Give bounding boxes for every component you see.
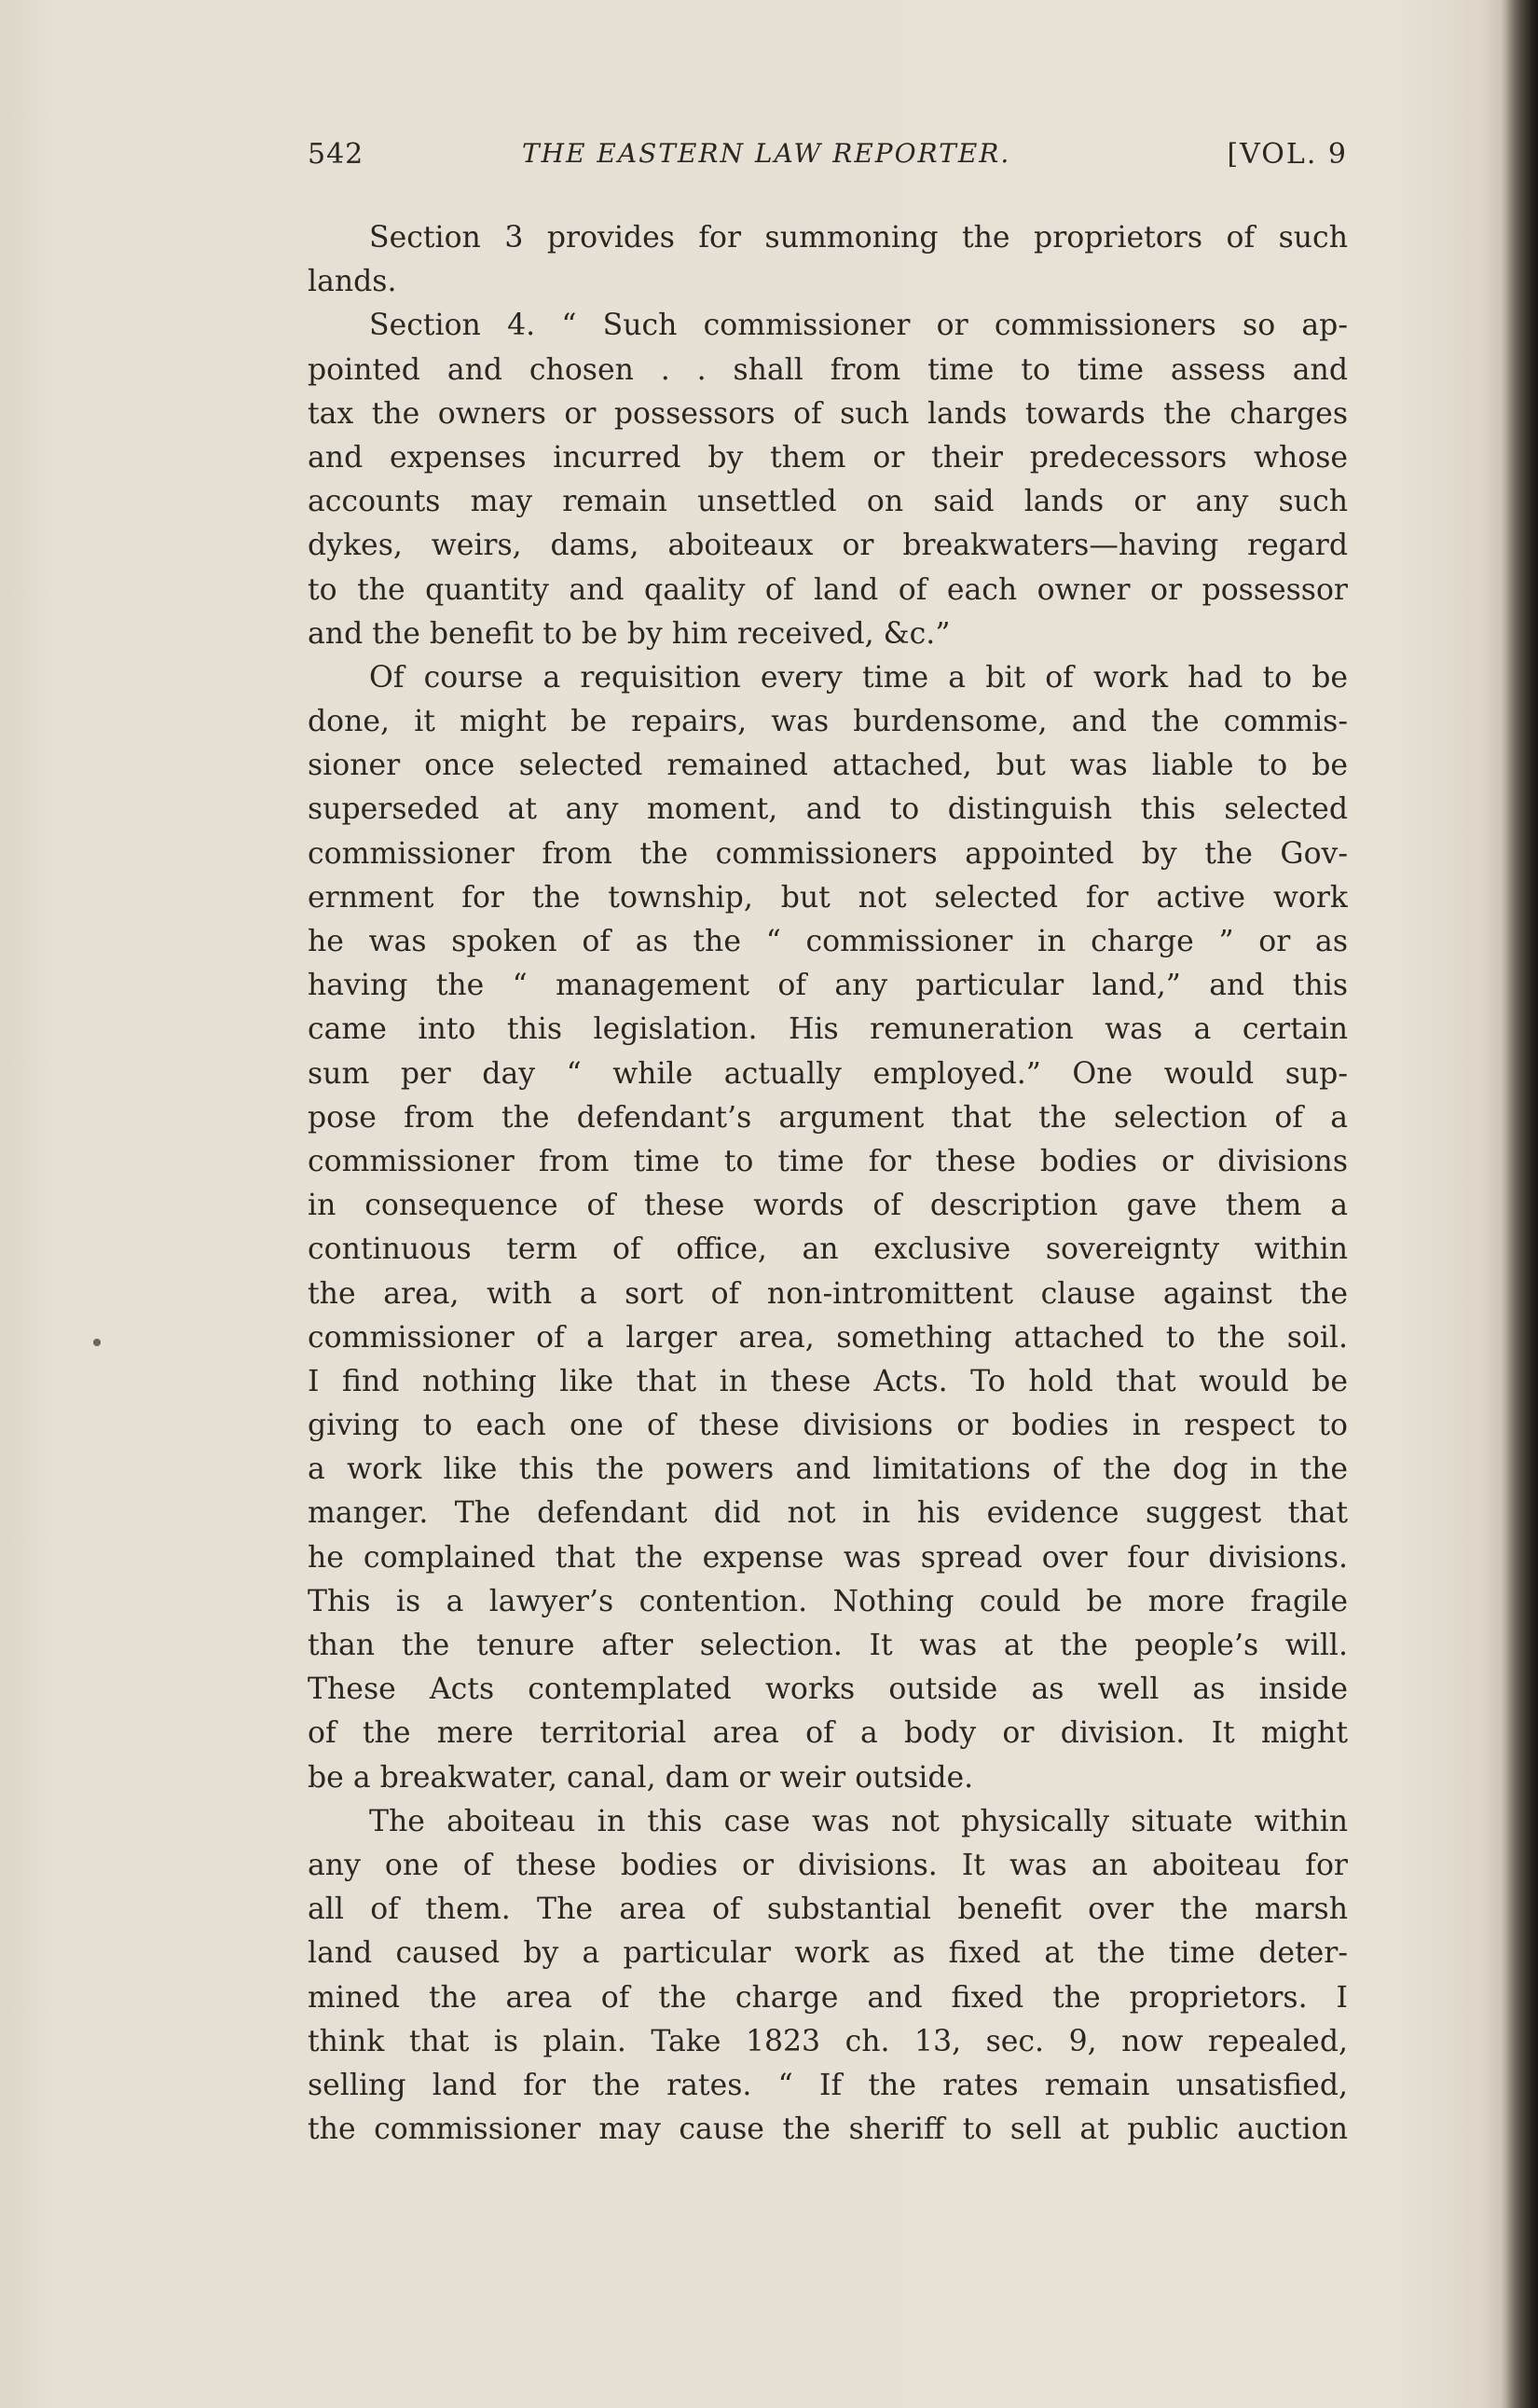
text-line: and expenses incurred by them or their predecessors whose [308,440,1348,475]
volume-label: [VOL. 9 [1227,138,1348,171]
text-line: giving to each one of these divisions or bodies in respect to [308,1409,1348,1443]
text-line: continuous term of office, an exclusive sovereignty within [308,1232,1348,1267]
text-line: ernment for the township, but not selected for active work [308,880,1348,915]
text-line: accounts may remain unsettled on said lands or any such [308,485,1348,519]
text-line: he was spoken of as the “ commissioner in charge ” or as [308,925,1348,958]
text-line: pose from the defendant’s argument that the selection of a [308,1100,1348,1135]
text-line: to the quantity and qaality of land of each owner or possessor [308,572,1348,607]
text-line: all of them. The area of substantial benefit over the marsh [308,1892,1348,1927]
page-number: 542 [308,138,364,171]
text-line: in consequence of these words of description gave them a [308,1189,1348,1223]
text-line: done, it might be repairs, was burdensome, and the commis- [308,705,1348,739]
text-line: having the “ management of any particular land,” and this [308,969,1348,1003]
text-line: land caused by a particular work as fixed at the time deter- [308,1936,1348,1971]
text-line: I find nothing like that in these Acts. To hold that would be [308,1364,1348,1398]
text-line: dykes, weirs, dams, aboiteaux or breakwaters—having regard [308,529,1348,563]
text-line: pointed and chosen . . shall from time to time assess and [308,352,1348,387]
text-line: sioner once selected remained attached, but was liable to be [308,749,1348,783]
text-line: This is a lawyer’s contention. Nothing could be more fragile [308,1584,1348,1618]
body-text [308,216,1348,2152]
text-line: the area, with a sort of non-intromittent clause against the [308,1276,1348,1311]
text-line: mined the area of the charge and fixed the proprietors. I [308,1980,1348,2015]
text-line: commissioner of a larger area, something attached to the soil. [308,1320,1348,1355]
text-line: he complained that the expense was spread over four divisions. [308,1540,1348,1575]
text-line: came into this legislation. His remuneration was a certain [308,1012,1348,1047]
text-line: and the benefit to be by him received, &c.” [308,616,951,651]
text-line: the commissioner may cause the sheriff to sell at public auction [308,2112,1348,2147]
text-line: commissioner from time to time for these bodies or divisions [308,1144,1348,1178]
text-line: Section 3 provides for summoning the proprietors of such [369,221,1348,255]
text-line: The aboiteau in this case was not physically situate within [369,1804,1348,1838]
text-line: any one of these bodies or divisions. It was an aboiteau for [308,1848,1348,1882]
text-line: selling land for the rates. “ If the rates remain unsatisfied, [308,2068,1348,2102]
text-line: commissioner from the commissioners appointed by the Gov- [308,836,1348,871]
text-line: be a breakwater, canal, dam or weir outside. [308,1760,974,1795]
text-line: manger. The defendant did not in his evidence suggest that [308,1496,1348,1531]
text-line: superseded at any moment, and to distinguish this selected [308,792,1348,827]
text-line: tax the owners or possessors of such lands towards the charges [308,396,1348,431]
text-line: than the tenure after selection. It was at the people’s will. [308,1629,1348,1662]
running-header [308,138,1348,194]
text-line: think that is plain. Take 1823 ch. 13, sec. 9, now repealed, [308,2024,1348,2058]
text-line: Of course a requisition every time a bit of work had to be [369,660,1348,695]
text-line: Section 4. “ Such commissioner or commissioners so ap- [369,309,1348,343]
running-title: THE EASTERN LAW REPORTER. [522,138,1011,169]
text-line: These Acts contemplated works outside as well as inside [308,1672,1348,1707]
text-line: sum per day “ while actually employed.” One would sup- [308,1056,1348,1091]
ink-speck [93,1339,101,1346]
text-line: lands. [308,265,397,299]
binding-shadow [1501,0,1538,2408]
text-line: a work like this the powers and limitations of the dog in the [308,1452,1348,1487]
text-line: of the mere territorial area of a body or division. It might [308,1716,1348,1751]
